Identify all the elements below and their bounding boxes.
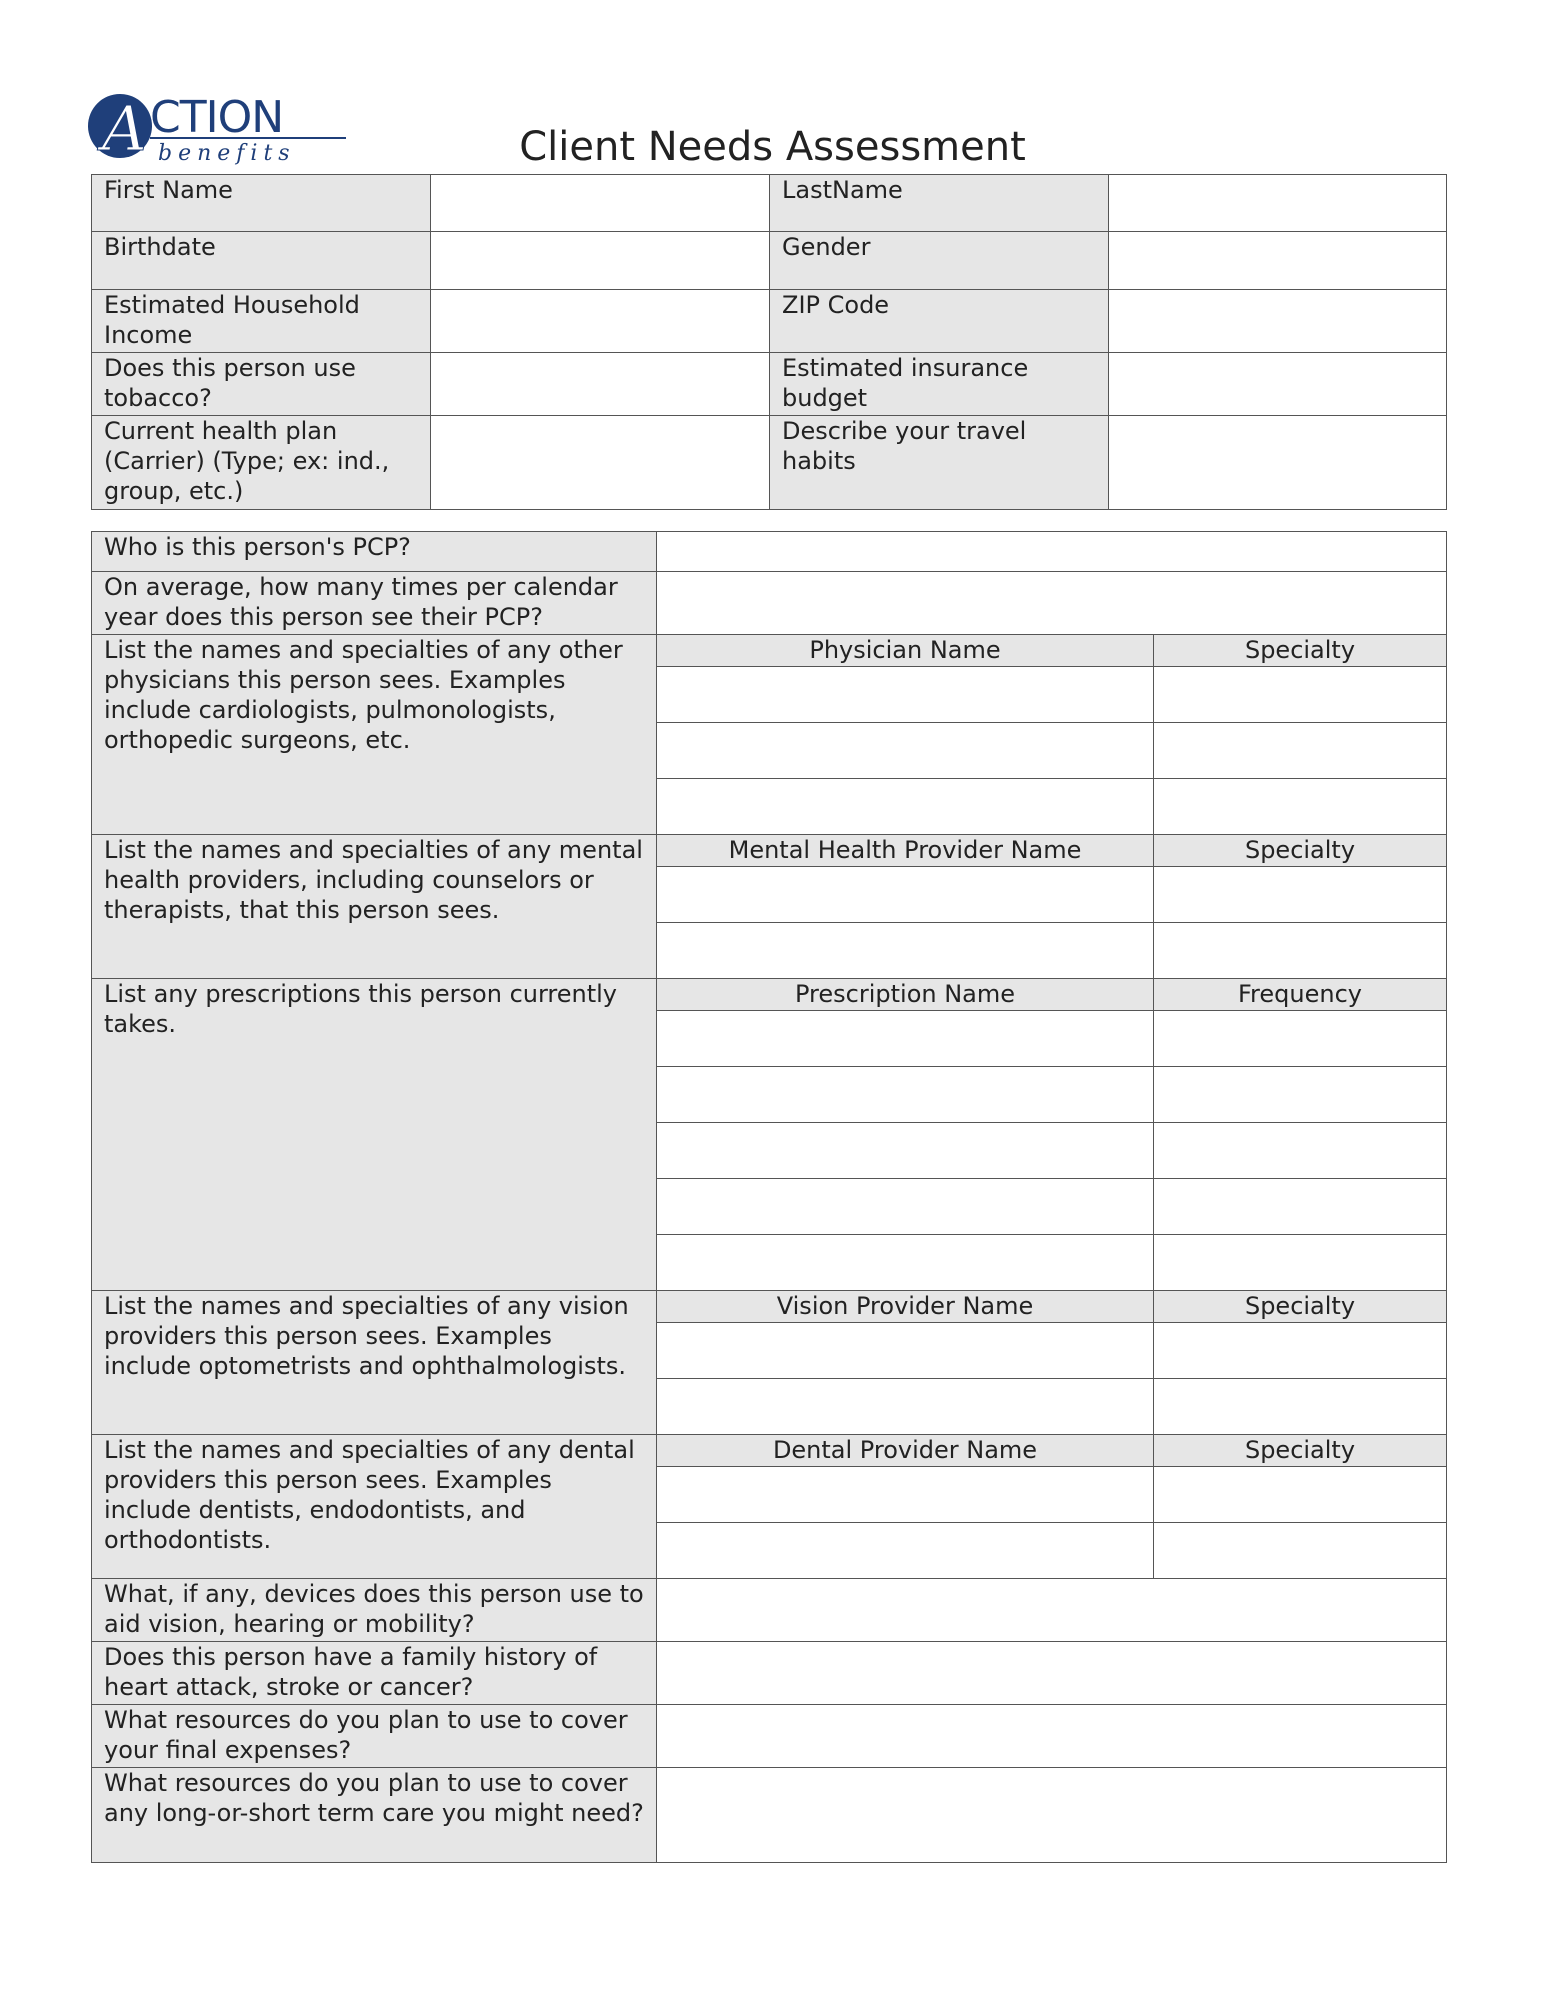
physician-name-header: Physician Name <box>657 635 1154 667</box>
physician-specialty-field[interactable] <box>1154 723 1447 779</box>
frequency-field[interactable] <box>1154 1067 1447 1123</box>
pcp-answer[interactable] <box>657 532 1447 572</box>
tobacco-field[interactable] <box>431 353 770 416</box>
prescription-name-field[interactable] <box>657 1011 1154 1067</box>
prescriptions-question: List any prescriptions this person currently takes. <box>92 979 657 1291</box>
pcp-visits-answer[interactable] <box>657 572 1447 635</box>
dental-specialty-header: Specialty <box>1154 1435 1447 1467</box>
basic-info-table <box>91 174 1447 510</box>
physician-specialty-field[interactable] <box>1154 779 1447 835</box>
vision-specialty-header: Specialty <box>1154 1291 1447 1323</box>
birthdate-field[interactable] <box>431 232 770 290</box>
mental-health-specialty-header: Specialty <box>1154 835 1447 867</box>
last-name-label: LastName <box>770 175 1109 232</box>
physician-specialty-header: Specialty <box>1154 635 1447 667</box>
final-expenses-answer[interactable] <box>657 1705 1447 1768</box>
travel-habits-field[interactable] <box>1109 416 1447 510</box>
birthdate-label: Birthdate <box>92 232 431 290</box>
pcp-visits-question: On average, how many times per calendar year does this person see their PCP? <box>92 572 657 635</box>
svg-text:benefits: benefits <box>158 141 296 166</box>
dental-provider-field[interactable] <box>657 1523 1154 1579</box>
vision-specialty-field[interactable] <box>1154 1379 1447 1435</box>
vision-provider-field[interactable] <box>657 1323 1154 1379</box>
current-health-plan-label: Current health plan (Carrier) (Type; ex: ind., group, etc.) <box>92 416 431 510</box>
household-income-field[interactable] <box>431 290 770 353</box>
prescription-name-field[interactable] <box>657 1067 1154 1123</box>
mental-health-specialty-field[interactable] <box>1154 867 1447 923</box>
svg-text:CTION: CTION <box>150 92 284 143</box>
zip-code-label: ZIP Code <box>770 290 1109 353</box>
zip-code-field[interactable] <box>1109 290 1447 353</box>
frequency-field[interactable] <box>1154 1179 1447 1235</box>
vision-question: List the names and specialties of any vision providers this person sees. Examples include optometrists and ophthalmologists. <box>92 1291 657 1435</box>
frequency-field[interactable] <box>1154 1011 1447 1067</box>
family-history-answer[interactable] <box>657 1642 1447 1705</box>
mental-health-specialty-field[interactable] <box>1154 923 1447 979</box>
gender-field[interactable] <box>1109 232 1447 290</box>
gender-label: Gender <box>770 232 1109 290</box>
final-expenses-question: What resources do you plan to use to cover your final expenses? <box>92 1705 657 1768</box>
last-name-field[interactable] <box>1109 175 1447 232</box>
dental-specialty-field[interactable] <box>1154 1467 1447 1523</box>
frequency-field[interactable] <box>1154 1235 1447 1291</box>
first-name-field[interactable] <box>431 175 770 232</box>
devices-answer[interactable] <box>657 1579 1447 1642</box>
mental-health-provider-field[interactable] <box>657 923 1154 979</box>
vision-provider-field[interactable] <box>657 1379 1154 1435</box>
svg-text:A: A <box>102 92 147 165</box>
frequency-header: Frequency <box>1154 979 1447 1011</box>
dental-provider-field[interactable] <box>657 1467 1154 1523</box>
physician-name-field[interactable] <box>657 667 1154 723</box>
family-history-question: Does this person have a family history of heart attack, stroke or cancer? <box>92 1642 657 1705</box>
prescription-name-field[interactable] <box>657 1123 1154 1179</box>
prescription-name-field[interactable] <box>657 1235 1154 1291</box>
prescription-name-field[interactable] <box>657 1179 1154 1235</box>
health-details-table <box>91 531 1447 1863</box>
physicians-question: List the names and specialties of any other physicians this person sees. Examples include cardiologists, pulmonologists, orthopedic surgeons, etc. <box>92 635 657 835</box>
devices-question: What, if any, devices does this person use to aid vision, hearing or mobility? <box>92 1579 657 1642</box>
page-title: Client Needs Assessment <box>519 124 1026 170</box>
long-term-care-answer[interactable] <box>657 1768 1447 1863</box>
mental-health-provider-header: Mental Health Provider Name <box>657 835 1154 867</box>
mental-health-provider-field[interactable] <box>657 867 1154 923</box>
first-name-label: First Name <box>92 175 431 232</box>
insurance-budget-field[interactable] <box>1109 353 1447 416</box>
dental-question: List the names and specialties of any dental providers this person sees. Examples include dentists, endodontists, and orthodontists. <box>92 1435 657 1579</box>
travel-habits-label: Describe your travel habits <box>770 416 1109 510</box>
long-term-care-question: What resources do you plan to use to cover any long-or-short term care you might need? <box>92 1768 657 1863</box>
frequency-field[interactable] <box>1154 1123 1447 1179</box>
physician-name-field[interactable] <box>657 779 1154 835</box>
physician-specialty-field[interactable] <box>1154 667 1447 723</box>
dental-provider-header: Dental Provider Name <box>657 1435 1154 1467</box>
pcp-question: Who is this person's PCP? <box>92 532 657 572</box>
current-health-plan-field[interactable] <box>431 416 770 510</box>
vision-specialty-field[interactable] <box>1154 1323 1447 1379</box>
physician-name-field[interactable] <box>657 723 1154 779</box>
household-income-label: Estimated Household Income <box>92 290 431 353</box>
insurance-budget-label: Estimated insurance budget <box>770 353 1109 416</box>
mental-health-question: List the names and specialties of any mental health providers, including counselors or therapists, that this person sees. <box>92 835 657 979</box>
dental-specialty-field[interactable] <box>1154 1523 1447 1579</box>
vision-provider-header: Vision Provider Name <box>657 1291 1154 1323</box>
prescription-name-header: Prescription Name <box>657 979 1154 1011</box>
tobacco-label: Does this person use tobacco? <box>92 353 431 416</box>
